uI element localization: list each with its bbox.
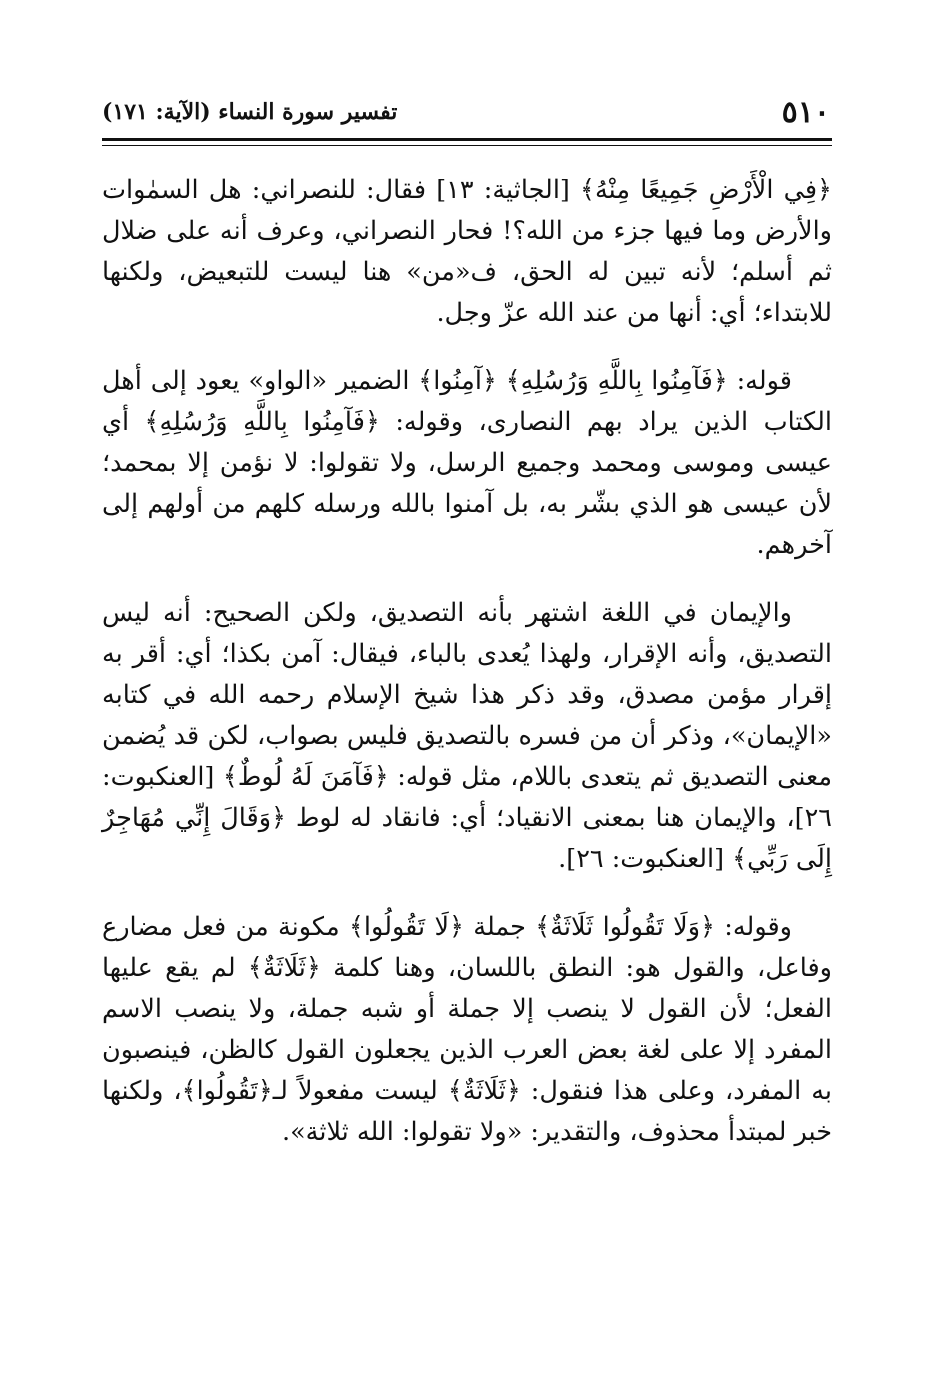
page-header: [102, 92, 830, 132]
paragraph-1: ﴿فِي الْأَرْضِ جَمِيعًا مِنْهُ﴾ [الجاثية: ١٣] فقال: للنصراني: هل السمٰوات والأرض وما فيها جزء من الله؟! فحار النصراني، وعرف أنه على ضلال ثم أسلم؛ لأنه تبين له الحق، ف«من» هنا ليست للتبعيض، ولكنها للابتداء؛ أي: أنها من عند الله عزّ وجل.: [102, 175, 832, 328]
header-rule-thick: [102, 138, 832, 141]
page-number: ٥١٠: [781, 94, 830, 130]
paragraph-3: والإيمان في اللغة اشتهر بأنه التصديق، ولكن الصحيح: أنه ليس التصديق، وأنه الإقرار، ولهذا يُعدى بالباء، فيقال: آمن بكذا؛ أي: أقر به إقرار مؤمن مصدق، وقد ذكر هذا شيخ الإسلام رحمه الله في كتابه «الإيمان»، وذكر أن من فسره بالتصديق فليس بصواب، لكن قد يُضمن معنى التصديق ثم يتعدى باللام، مثل قوله: ﴿فَآمَنَ لَهُ لُوطٌ﴾ [العنكبوت: ٢٦]، والإيمان هنا بمعنى الانقياد؛ أي: فانقاد له لوط ﴿وَقَالَ إِنِّي مُهَاجِرٌ إِلَى رَبِّي﴾ [العنكبوت: ٢٦].: [102, 598, 832, 874]
header-rule-thin: [102, 145, 832, 146]
paragraph-2: قوله: ﴿فَآمِنُوا بِاللَّهِ وَرُسُلِهِ﴾ ﴿آمِنُوا﴾ الضمير «الواو» يعود إلى أهل الكتاب الذين يراد بهم النصارى، وقوله: ﴿فَآمِنُوا بِاللَّهِ وَرُسُلِهِ﴾ أي عيسى وموسى ومحمد وجميع الرسل، ولا تقولوا: لا نؤمن إلا بمحمد؛ لأن عيسى هو الذي بشّر به، بل آمنوا بالله ورسله كلهم من أولهم إلى آخرهم.: [102, 366, 832, 560]
running-title: تفسير سورة النساء (الآية: ١٧١): [102, 99, 398, 125]
paragraph-4: وقوله: ﴿وَلَا تَقُولُوا ثَلَاثَةٌ﴾ جملة ﴿لَا تَقُولُوا﴾ مكونة من فعل مضارع وفاعل، والقول هو: النطق باللسان، وهنا كلمة ﴿ثَلَاثَةٌ﴾ لم يقع عليها الفعل؛ لأن القول لا ينصب إلا جملة أو شبه جملة، ولا ينصب الاسم المفرد إلا على لغة بعض العرب الذين يجعلون القول كالظن، فينصبون به المفرد، وعلى هذا فنقول: ﴿ثَلَاثَةٌ﴾ ليست مفعولاً لـ﴿تَقُولُوا﴾، ولكنها خبر لمبتدأ محذوف، والتقدير: «ولا تقولوا: الله ثلاثة».: [102, 912, 832, 1147]
page-body: [102, 170, 832, 1180]
